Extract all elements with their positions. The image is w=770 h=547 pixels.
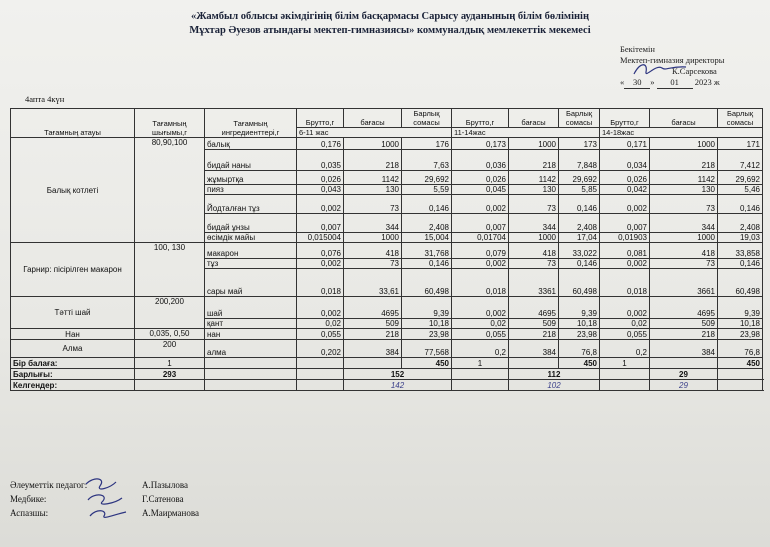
cell-total-1: 29,692 <box>402 171 452 185</box>
cell-price-2: 1000 <box>509 233 559 243</box>
total-group-1: 152 <box>344 369 452 380</box>
cell-ingredient: бидай наны <box>205 150 297 171</box>
cell-gross-3: 0,034 <box>600 150 650 171</box>
total-group-3: 29 <box>650 369 718 380</box>
dish-name: Балық котлеті <box>11 138 135 243</box>
cell-empty <box>509 358 559 369</box>
cell-total-2: 17,04 <box>559 233 600 243</box>
arrived-row <box>11 380 763 391</box>
cell-total-2: 23,98 <box>559 329 600 340</box>
cell-price-1: 1142 <box>344 171 402 185</box>
dish-output: 100, 130 <box>135 243 205 297</box>
approval-year: 2023 ж <box>694 77 720 87</box>
cell-price-1: 218 <box>344 329 402 340</box>
cell-gross-2: 0,055 <box>452 329 509 340</box>
cell-gross-2: 0,026 <box>452 171 509 185</box>
cell-price-1: 418 <box>344 243 402 259</box>
cell-price-2: 344 <box>509 214 559 233</box>
day-label: 4апта 4күн <box>25 94 65 104</box>
cell-ingredient: жұмыртқа <box>205 171 297 185</box>
cell-ingredient: нан <box>205 329 297 340</box>
cell-price-1: 384 <box>344 340 402 358</box>
cell-total-1: 0,146 <box>402 195 452 214</box>
cell-total-1: 60,498 <box>402 269 452 297</box>
cell-ingredient: тұз <box>205 259 297 269</box>
cell-gross-1: 0,176 <box>297 138 344 150</box>
arrived-group-3: 29 <box>650 380 718 391</box>
cell-total-2: 29,692 <box>559 171 600 185</box>
cell-gross-1: 0,002 <box>297 297 344 319</box>
cell-gross-3: 0,007 <box>600 214 650 233</box>
cell-price-3: 218 <box>650 150 718 171</box>
cell-total-1: 9,39 <box>402 297 452 319</box>
cell-gross-3: 0,002 <box>600 195 650 214</box>
table-row <box>11 138 763 150</box>
per-child-value-1: 450 <box>402 358 452 369</box>
cell-gross-2: 0,02 <box>452 319 509 329</box>
cell-price-2: 1000 <box>509 138 559 150</box>
cell-total-3: 5,46 <box>718 185 763 195</box>
cell-total-1: 2,408 <box>402 214 452 233</box>
cell-total-3: 0,146 <box>718 259 763 269</box>
cell-gross-1: 0,055 <box>297 329 344 340</box>
per-child-label: Бір балаға: <box>11 358 135 369</box>
total-output: 293 <box>135 369 205 380</box>
cell-price-3: 1000 <box>650 233 718 243</box>
per-child-value-3: 450 <box>718 358 763 369</box>
cell-price-1: 1000 <box>344 233 402 243</box>
cell-price-2: 4695 <box>509 297 559 319</box>
cell-empty <box>718 380 763 391</box>
cell-price-1: 73 <box>344 195 402 214</box>
per-child-count-2: 1 <box>452 358 509 369</box>
total-group-2: 112 <box>509 369 600 380</box>
cell-total-3: 10,18 <box>718 319 763 329</box>
cell-empty <box>297 369 344 380</box>
cell-total-2: 0,146 <box>559 195 600 214</box>
arrived-group-2: 102 <box>509 380 600 391</box>
cell-gross-3: 0,002 <box>600 259 650 269</box>
cell-price-2: 218 <box>509 150 559 171</box>
cell-total-3: 9,39 <box>718 297 763 319</box>
table-row <box>11 329 763 340</box>
cell-gross-2: 0,002 <box>452 195 509 214</box>
cell-total-2: 0,146 <box>559 259 600 269</box>
cell-price-1: 1000 <box>344 138 402 150</box>
cell-price-1: 344 <box>344 214 402 233</box>
arrived-label: Келгендер: <box>11 380 135 391</box>
cell-gross-3: 0,171 <box>600 138 650 150</box>
cell-total-3: 0,146 <box>718 195 763 214</box>
cell-total-2: 5,85 <box>559 185 600 195</box>
cell-gross-1: 0,02 <box>297 319 344 329</box>
col-name: Тағамның атауы <box>11 109 135 138</box>
cell-empty <box>452 380 509 391</box>
cell-total-1: 176 <box>402 138 452 150</box>
cell-empty <box>297 380 344 391</box>
col-output: Тағамның шығымы,г <box>135 109 205 138</box>
age-group-3: 14-18жас <box>600 128 763 138</box>
cell-ingredient: өсімдік майы <box>205 233 297 243</box>
staff-name: А.Пазылова <box>142 480 188 490</box>
cell-empty <box>205 369 297 380</box>
cell-gross-1: 0,002 <box>297 259 344 269</box>
dish-name: Алма <box>11 340 135 358</box>
cell-total-1: 10,18 <box>402 319 452 329</box>
approval-director-name: К.Сарсекова <box>672 66 717 76</box>
cell-gross-1: 0,015004 <box>297 233 344 243</box>
cell-empty <box>344 358 402 369</box>
cell-total-1: 0,146 <box>402 259 452 269</box>
cell-price-3: 4695 <box>650 297 718 319</box>
cell-price-3: 1142 <box>650 171 718 185</box>
cell-empty <box>205 358 297 369</box>
per-child-row <box>11 358 763 369</box>
cell-total-3: 2,408 <box>718 214 763 233</box>
approval-date: « 30 » 01 2023 ж <box>620 77 720 87</box>
cell-empty <box>205 380 297 391</box>
cell-gross-3: 0,026 <box>600 171 650 185</box>
cell-gross-3: 0,042 <box>600 185 650 195</box>
cell-gross-2: 0,173 <box>452 138 509 150</box>
total-row <box>11 369 763 380</box>
age-group-2: 11-14жас <box>452 128 600 138</box>
cell-total-2: 2,408 <box>559 214 600 233</box>
cell-price-2: 509 <box>509 319 559 329</box>
cell-empty <box>135 380 205 391</box>
cell-total-3: 76,8 <box>718 340 763 358</box>
per-child-count-3: 1 <box>600 358 650 369</box>
cell-gross-1: 0,018 <box>297 269 344 297</box>
col-price-3: бағасы <box>650 109 718 128</box>
cell-price-1: 509 <box>344 319 402 329</box>
approval-position: Мектеп-гимназия директоры <box>620 55 725 65</box>
header-line-1: «Жамбыл облысы әкімдігінің білім басқармасы Сарысу ауданының білім бөлімінің <box>190 11 590 22</box>
staff-name: Г.Сатенова <box>142 494 184 504</box>
cell-gross-3: 0,02 <box>600 319 650 329</box>
cell-ingredient: Йодталған тұз <box>205 195 297 214</box>
staff-name: А.Маирманова <box>142 508 199 518</box>
cell-price-3: 509 <box>650 319 718 329</box>
cell-price-3: 384 <box>650 340 718 358</box>
cell-price-3: 130 <box>650 185 718 195</box>
cell-gross-2: 0,045 <box>452 185 509 195</box>
cell-gross-3: 0,055 <box>600 329 650 340</box>
cell-gross-1: 0,202 <box>297 340 344 358</box>
col-gross-3: Брутто,г <box>600 109 650 128</box>
cell-total-3: 171 <box>718 138 763 150</box>
cell-price-1: 130 <box>344 185 402 195</box>
cell-ingredient: балық <box>205 138 297 150</box>
cell-total-2: 10,18 <box>559 319 600 329</box>
cell-total-3: 29,692 <box>718 171 763 185</box>
table-row <box>11 340 763 358</box>
cell-ingredient: алма <box>205 340 297 358</box>
cell-price-2: 384 <box>509 340 559 358</box>
cell-gross-2: 0,01704 <box>452 233 509 243</box>
cell-price-3: 344 <box>650 214 718 233</box>
cell-total-2: 76,8 <box>559 340 600 358</box>
cell-price-3: 73 <box>650 259 718 269</box>
cell-price-3: 1000 <box>650 138 718 150</box>
cell-empty <box>718 369 763 380</box>
arrived-group-1: 142 <box>344 380 452 391</box>
table-header-row <box>11 109 763 128</box>
col-price-2: бағасы <box>509 109 559 128</box>
approval-day: 30 <box>624 77 650 89</box>
handwritten-signature-icon <box>80 474 135 522</box>
cell-price-1: 73 <box>344 259 402 269</box>
cell-ingredient: сары май <box>205 269 297 297</box>
director-signature-icon <box>630 58 690 80</box>
cell-total-3: 19,03 <box>718 233 763 243</box>
cell-gross-1: 0,026 <box>297 171 344 185</box>
cell-price-2: 418 <box>509 243 559 259</box>
cell-gross-2: 0,002 <box>452 259 509 269</box>
cell-empty <box>452 369 509 380</box>
approval-month: 01 <box>657 77 693 89</box>
cell-price-3: 3661 <box>650 269 718 297</box>
cell-price-3: 218 <box>650 329 718 340</box>
dish-output: 200,200 <box>135 297 205 329</box>
menu-table-body <box>11 138 763 391</box>
total-label: Барлығы: <box>11 369 135 380</box>
staff-role: Әлеуметтік педагог: <box>10 480 88 490</box>
cell-empty <box>297 358 344 369</box>
cell-gross-3: 0,018 <box>600 269 650 297</box>
document-header <box>100 10 680 38</box>
cell-ingredient: макарон <box>205 243 297 259</box>
cell-total-1: 5,59 <box>402 185 452 195</box>
table-row <box>11 243 763 259</box>
per-child-value-2: 450 <box>559 358 600 369</box>
cell-gross-2: 0,036 <box>452 150 509 171</box>
cell-gross-3: 0,01903 <box>600 233 650 243</box>
cell-ingredient: қант <box>205 319 297 329</box>
cell-empty <box>600 369 650 380</box>
cell-price-2: 3361 <box>509 269 559 297</box>
cell-price-1: 218 <box>344 150 402 171</box>
cell-gross-1: 0,076 <box>297 243 344 259</box>
cell-gross-2: 0,002 <box>452 297 509 319</box>
cell-price-3: 73 <box>650 195 718 214</box>
col-total-2: Барлық сомасы <box>559 109 600 128</box>
cell-total-1: 77,568 <box>402 340 452 358</box>
col-gross-2: Брутто,г <box>452 109 509 128</box>
dish-name: Тәтті шай <box>11 297 135 329</box>
cell-empty <box>650 358 718 369</box>
dish-output: 200 <box>135 340 205 358</box>
cell-price-1: 4695 <box>344 297 402 319</box>
dish-output: 80,90,100 <box>135 138 205 243</box>
cell-total-1: 31,768 <box>402 243 452 259</box>
col-total-1: Барлық сомасы <box>402 109 452 128</box>
cell-total-1: 23,98 <box>402 329 452 340</box>
approval-title: Бекітемін <box>620 44 655 54</box>
per-child-output: 1 <box>135 358 205 369</box>
cell-total-1: 15,004 <box>402 233 452 243</box>
cell-gross-2: 0,079 <box>452 243 509 259</box>
cell-total-2: 7,848 <box>559 150 600 171</box>
cell-ingredient: бидай ұнзы <box>205 214 297 233</box>
cell-gross-1: 0,002 <box>297 195 344 214</box>
staff-role: Аспазшы: <box>10 508 49 518</box>
cell-gross-3: 0,081 <box>600 243 650 259</box>
col-ingredients: Тағамның ингредиенттері,г <box>205 109 297 138</box>
cell-total-2: 33,022 <box>559 243 600 259</box>
col-total-3: Барлық сомасы <box>718 109 763 128</box>
menu-table <box>10 108 763 391</box>
age-group-1: 6-11 жас <box>297 128 452 138</box>
cell-gross-1: 0,007 <box>297 214 344 233</box>
cell-gross-1: 0,035 <box>297 150 344 171</box>
cell-price-2: 218 <box>509 329 559 340</box>
cell-total-2: 60,498 <box>559 269 600 297</box>
cell-total-2: 173 <box>559 138 600 150</box>
cell-gross-2: 0,007 <box>452 214 509 233</box>
cell-gross-3: 0,2 <box>600 340 650 358</box>
header-line-2: Мұхтар Әуезов атындағы мектеп-гимназиясы» коммуналдық мемлекеттік мекемесі <box>189 25 591 36</box>
cell-gross-1: 0,043 <box>297 185 344 195</box>
cell-total-1: 7,63 <box>402 150 452 171</box>
cell-total-3: 33,858 <box>718 243 763 259</box>
dish-output: 0,035, 0,50 <box>135 329 205 340</box>
cell-total-3: 60,498 <box>718 269 763 297</box>
cell-price-2: 73 <box>509 259 559 269</box>
staff-role: Медбике: <box>10 494 47 504</box>
cell-ingredient: шай <box>205 297 297 319</box>
cell-total-3: 7,412 <box>718 150 763 171</box>
cell-price-2: 73 <box>509 195 559 214</box>
cell-price-3: 418 <box>650 243 718 259</box>
cell-ingredient: пияз <box>205 185 297 195</box>
dish-name: Нан <box>11 329 135 340</box>
col-price-1: бағасы <box>344 109 402 128</box>
dish-name: Гарнир: пісірілген макарон <box>11 243 135 297</box>
cell-price-2: 1142 <box>509 171 559 185</box>
col-gross-1: Брутто,г <box>297 109 344 128</box>
cell-gross-2: 0,018 <box>452 269 509 297</box>
cell-gross-2: 0,2 <box>452 340 509 358</box>
cell-empty <box>600 380 650 391</box>
cell-price-1: 33,61 <box>344 269 402 297</box>
cell-total-3: 23,98 <box>718 329 763 340</box>
cell-total-2: 9,39 <box>559 297 600 319</box>
cell-gross-3: 0,002 <box>600 297 650 319</box>
table-row <box>11 297 763 319</box>
cell-price-2: 130 <box>509 185 559 195</box>
